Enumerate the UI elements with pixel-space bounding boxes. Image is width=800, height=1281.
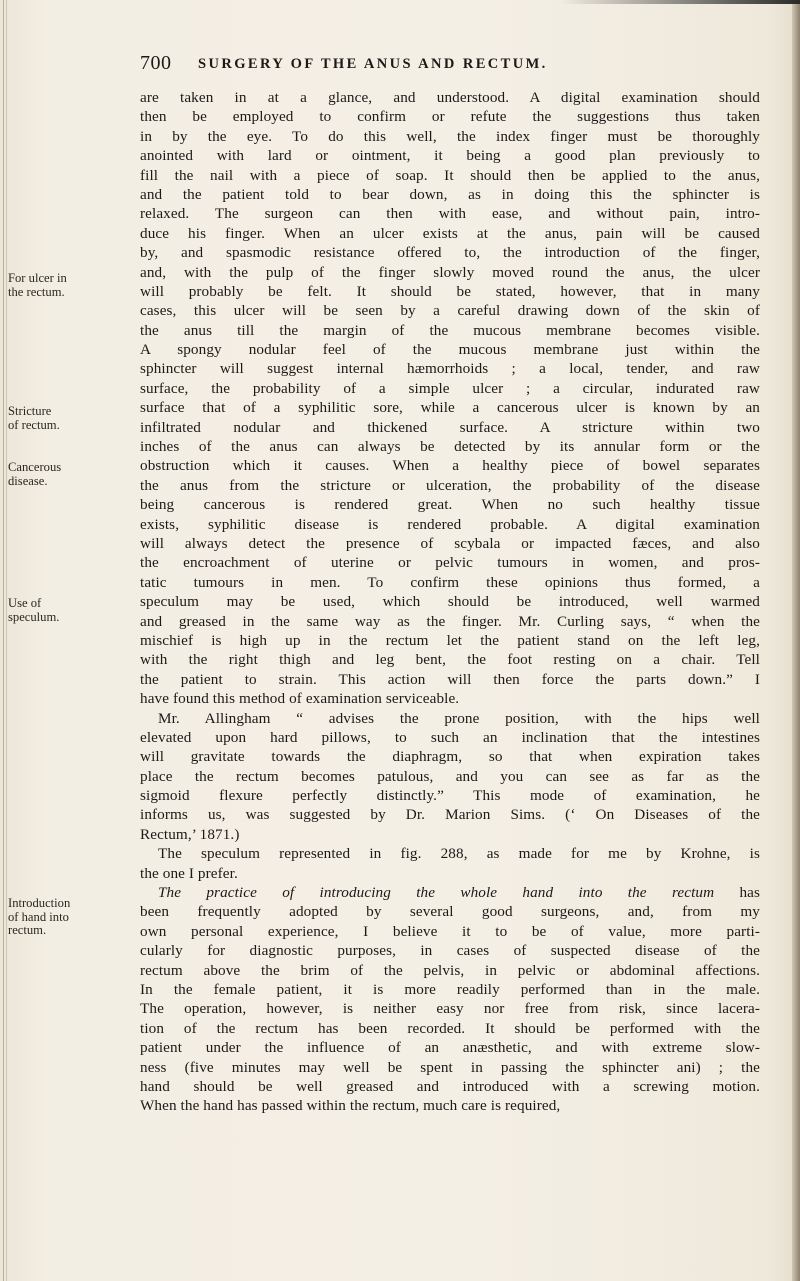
text-line: the anus till the margin of the mucous membrane becomes visible. <box>140 321 760 339</box>
running-title: SURGERY OF THE ANUS AND RECTUM. <box>198 56 548 72</box>
text-line: Rectum,’ 1871.) <box>140 825 240 843</box>
text-line: have found this method of examination serviceable. <box>140 690 460 708</box>
page-edge-line <box>6 0 7 1281</box>
text-line: When the hand has passed within the rectum, much care is required, <box>140 1097 561 1115</box>
text-line: tion of the rectum has been recorded. It should be performed with the <box>140 1019 760 1037</box>
text-line: The speculum represented in fig. 288, as made for me by Krohne, is <box>158 845 760 863</box>
text-line: sphincter will suggest internal hæmorrhoids ; a local, tender, and raw <box>140 360 760 378</box>
text-line: sigmoid flexure perfectly distinctly.” This mode of examination, he <box>140 787 760 805</box>
text-line: surface that of a syphilitic sore, while a cancerous ulcer is known by an <box>140 399 760 417</box>
page-edge-line <box>3 0 4 1281</box>
text-line: informs us, was suggested by Dr. Marion Sims. (‘ On Diseases of the <box>140 806 760 824</box>
text-line: patient under the influence of an anæsthetic, and with extreme slow- <box>140 1039 760 1057</box>
text-line: The practice of introducing the whole hand into the rectum has <box>158 884 760 902</box>
text-line: fill the nail with a piece of soap. It should then be applied to the anus, <box>140 166 760 184</box>
text-line: in by the eye. To do this well, the index finger must be thoroughly <box>140 127 760 145</box>
text-line: Mr. Allingham “ advises the prone position, with the hips well <box>158 709 760 727</box>
text-line: rectum above the brim of the pelvis, in pelvic or abdominal affections. <box>140 961 760 979</box>
margin-note-stricture: Stricture of rectum. <box>8 404 60 432</box>
text-line: cularly for diagnostic purposes, in cases of suspected disease of the <box>140 942 760 960</box>
text-line: are taken in at a glance, and understood. A digital examination should <box>140 89 760 106</box>
text-line: been frequently adopted by several good surgeons, and, from my <box>140 903 760 921</box>
text-line: own personal experience, I believe it to be of value, more parti- <box>140 922 760 940</box>
text-line: with the right thigh and leg bent, the foot resting on a chair. Tell <box>140 651 760 669</box>
text-line: the encroachment of uterine or pelvic tumours in women, and pros- <box>140 554 760 572</box>
body-text <box>140 88 760 1116</box>
text-line: The operation, however, is neither easy nor free from risk, since lacera- <box>140 1000 760 1018</box>
text-line: place the rectum becomes patulous, and you can see as far as the <box>140 767 760 785</box>
margin-note-speculum: Use of speculum. <box>8 596 60 624</box>
text-line: and, with the pulp of the finger slowly moved round the anus, the ulcer <box>140 263 760 281</box>
text-line: and greased in the same way as the finger. Mr. Curling says, “ when the <box>140 612 760 630</box>
text-line: relaxed. The surgeon can then with ease, and without pain, intro- <box>140 205 760 223</box>
text-line: the anus from the stricture or ulceration, the probability of the disease <box>140 476 760 494</box>
emphasized-phrase: The practice of introducing the whole hand into the rectum <box>158 884 715 902</box>
text-line: the patient to strain. This action will then force the parts down.” I <box>140 670 760 688</box>
text-line: mischief is high up in the rectum let the patient stand on the left leg, <box>140 631 760 649</box>
text-line: speculum may be used, which should be introduced, well warmed <box>140 593 760 611</box>
text-line: hand should be well greased and introduced with a screwing motion. <box>140 1077 760 1095</box>
text-line: the one I prefer. <box>140 864 238 882</box>
page-right-shadow <box>792 0 800 1281</box>
page-number: 700 <box>140 52 172 74</box>
text-line: tatic tumours in men. To confirm these opinions thus formed, a <box>140 573 760 591</box>
text-line: exists, syphilitic disease is rendered probable. A digital examination <box>140 515 760 533</box>
text-line: ness (five minutes may well be spent in passing the sphincter ani) ; the <box>140 1058 760 1076</box>
margin-note-cancerous: Cancerous disease. <box>8 460 62 488</box>
margin-note-ulcer: For ulcer in the rectum. <box>8 271 67 299</box>
page-header <box>140 52 760 80</box>
text-line: infiltrated nodular and thickened surface. A stricture within two <box>140 418 760 436</box>
text-line: and the patient told to bear down, as in doing this the sphincter is <box>140 185 760 203</box>
text-line: will always detect the presence of scybala or impacted fæces, and also <box>140 534 760 552</box>
text-line: will probably be felt. It should be stated, however, that in many <box>140 282 760 300</box>
text-line: by, and spasmodic resistance offered to, the introduction of the finger, <box>140 244 760 262</box>
text-line: cases, this ulcer will be seen by a careful drawing down of the skin of <box>140 302 760 320</box>
text-line: In the female patient, it is more readily performed than in the male. <box>140 980 760 998</box>
page-top-shadow <box>560 0 800 4</box>
text-line: elevated upon hard pillows, to such an inclination that the intestines <box>140 728 760 746</box>
text-line: then be employed to confirm or refute the suggestions thus taken <box>140 108 760 126</box>
text-line: inches of the anus can always be detected by its annular form or the <box>140 438 760 456</box>
text-line: will gravitate towards the diaphragm, so that when expiration takes <box>140 748 760 766</box>
text-line: A spongy nodular feel of the mucous membrane just within the <box>140 341 760 359</box>
text-line: obstruction which it causes. When a healthy piece of bowel separates <box>140 457 760 475</box>
margin-note-hand-introduction: Introduction of hand into rectum. <box>8 896 71 937</box>
text-line: surface, the probability of a simple ulcer ; a circular, indurated raw <box>140 379 760 397</box>
text-line: anointed with lard or ointment, it being a good plan previously to <box>140 147 760 165</box>
text-line: duce his finger. When an ulcer exists at the anus, pain will be caused <box>140 224 760 242</box>
text-line: being cancerous is rendered great. When no such healthy tissue <box>140 496 760 514</box>
